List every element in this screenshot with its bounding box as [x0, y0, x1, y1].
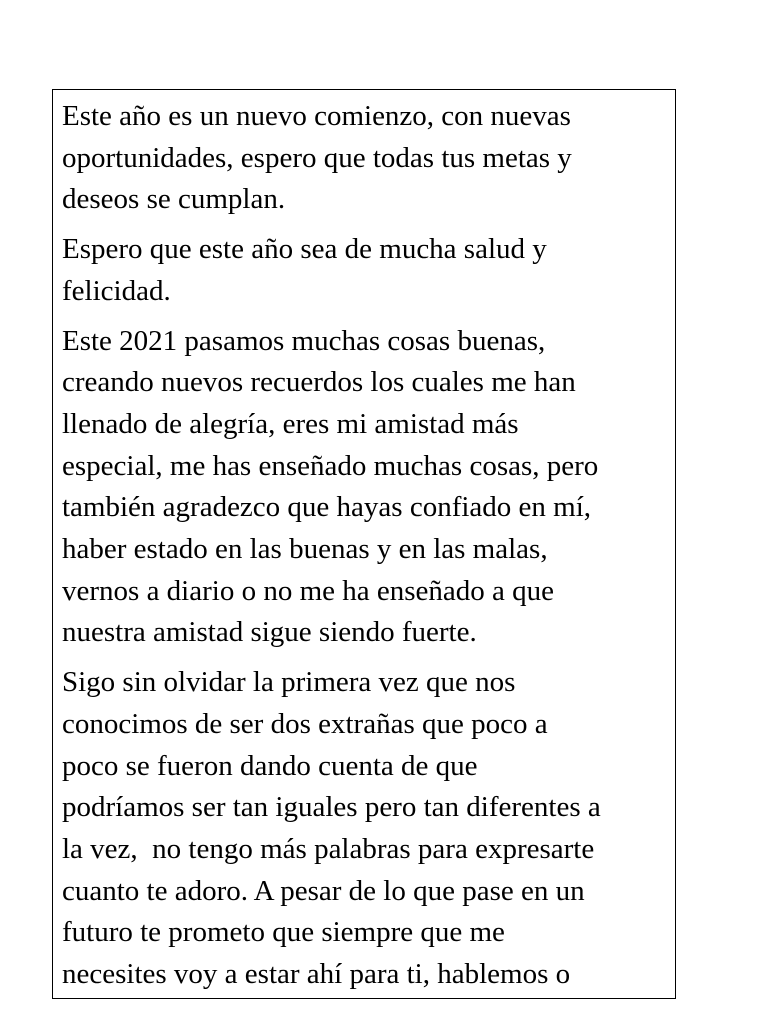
letter-text-box: [52, 89, 676, 999]
paragraph-health-happiness: Espero que este año sea de mucha salud y felicidad.: [62, 233, 547, 307]
paragraph-memories-2021: Este 2021 pasamos muchas cosas buenas, creando nuevos recuerdos los cuales me han llenado de alegría, eres mi amistad más especial, me has enseñado muchas cosas, pero también agradezco que hayas confiado en mí, haber estado en las buenas y en las malas, vernos a diario o no me ha enseñado a que nuestra amistad sigue siendo fuerte.: [62, 324, 599, 649]
paragraph-new-beginning: Este año es un nuevo comienzo, con nuevas oportunidades, espero que todas tus metas y deseos se cumplan.: [62, 100, 572, 216]
paragraph-first-meeting: Sigo sin olvidar la primera vez que nos conocimos de ser dos extrañas que poco a poco se fueron dando cuenta de que podríamos ser tan iguales pero tan diferentes a la vez, no tengo más palabras para expresarte cuanto te adoro. A pesar de lo que pase en un futuro te prometo que siempre que me necesites voy a estar ahí para ti, hablemos o: [62, 666, 601, 991]
